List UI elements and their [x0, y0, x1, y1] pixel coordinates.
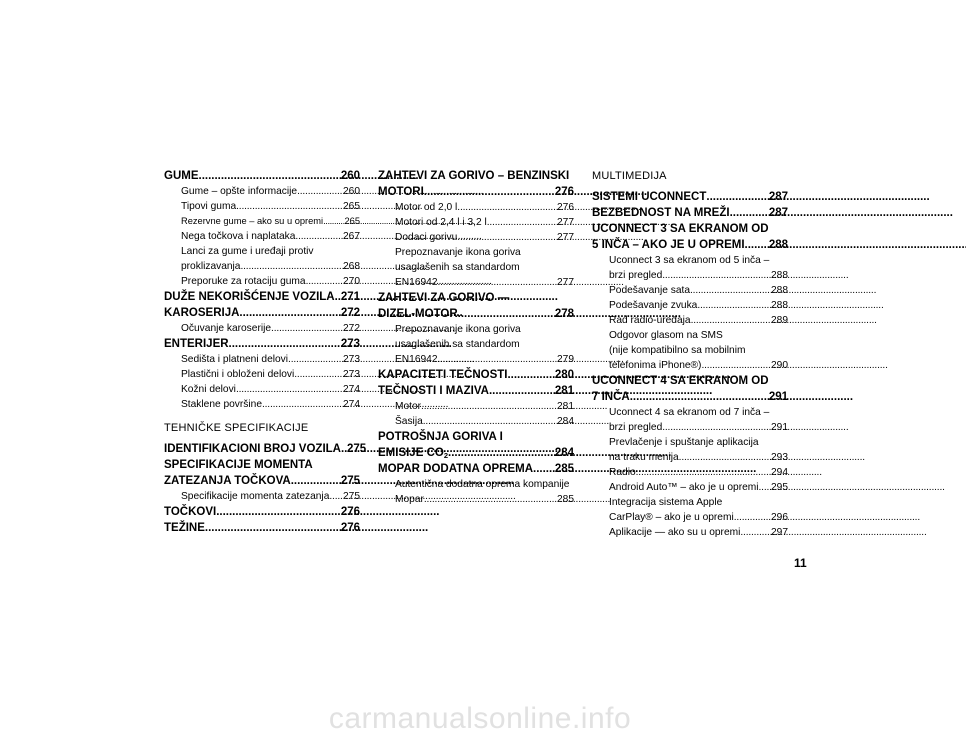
toc-subentry[interactable]: Motor . . . 281: [378, 399, 574, 414]
toc-subentry[interactable]: Podešavanje sata . . . 288: [592, 283, 788, 298]
toc-subentry[interactable]: Dodaci gorivu . . . 277: [378, 230, 574, 245]
toc-subentry[interactable]: Nega točkova i naplataka . . . 267: [164, 229, 360, 244]
toc-subentry[interactable]: Motor od 2,0 l . . . 276: [378, 200, 574, 215]
toc-subentry[interactable]: EN16942 . . . 279: [378, 352, 574, 367]
toc-entry-line: ZAHTEVI ZA GORIVO —: [378, 292, 510, 304]
toc-entry[interactable]: DIZEL-MOTOR . . . 278: [378, 306, 574, 322]
toc-column-3: [592, 168, 788, 540]
toc-subentry[interactable]: Rad radio-uređaja . . . 289: [592, 313, 788, 328]
toc-subentry[interactable]: Očuvanje karoserije . . . 272: [164, 321, 360, 336]
toc-entry[interactable]: ENTERIJER . . . 273: [164, 336, 360, 352]
toc-subentry[interactable]: Rezervne gume – ako su u opremi . . . 265: [164, 214, 360, 229]
toc-column-1: [164, 168, 367, 536]
toc-entry-line: ZAHTEVI ZA GORIVO – BENZINSKI: [378, 170, 570, 182]
toc-subentry[interactable]: Podešavanje zvuka . . . 288: [592, 298, 788, 313]
toc-subentry-line: usaglašenih sa standardom: [395, 262, 520, 273]
toc-subentry[interactable]: na traku menija . . . 293: [592, 450, 788, 465]
toc-subentry[interactable]: Radio . . . 294: [592, 465, 788, 480]
watermark: carmanualsonline.info: [328, 702, 632, 735]
toc-entry-line: UCONNECT 4 SA EKRANOM OD: [592, 375, 769, 387]
toc-entry[interactable]: SISTEMI UCONNECT . . . 287: [592, 189, 788, 205]
toc-entry-line: UCONNECT 3 SA EKRANOM OD: [592, 223, 769, 235]
co2-subscript: 2: [443, 451, 448, 460]
toc-subentry-line: Integracija sistema Apple: [609, 497, 723, 508]
toc-subentry[interactable]: brzi pregled . . . 288: [592, 268, 788, 283]
toc-entry-line: SPECIFIKACIJE MOMENTA: [164, 459, 313, 471]
toc-entry[interactable]: KAROSERIJA . . . 272: [164, 305, 360, 321]
toc-entry[interactable]: GUME . . . 260: [164, 168, 360, 184]
toc-subentry-line: Uconnect 3 sa ekranom od 5 inča –: [609, 255, 770, 266]
toc-entry[interactable]: KAPACITETI TEČNOSTI . . . 280: [378, 367, 574, 383]
toc-subentry[interactable]: Gume – opšte informacije . . . 260: [164, 184, 360, 199]
toc-entry[interactable]: IDENTIFIKACIONI BROJ VOZILA . . . 275: [164, 441, 360, 457]
toc-subentry-line: Uconnect 4 sa ekranom od 7 inča –: [609, 407, 770, 418]
toc-entry[interactable]: MOTORI . . . 276: [378, 184, 574, 200]
toc-subentry[interactable]: telefonima iPhone®) . . . 290: [592, 358, 788, 373]
toc-subentry[interactable]: Specifikacije momenta zatezanja . . . 275: [164, 489, 360, 504]
toc-subentry[interactable]: Motori od 2,4 l i 3,2 l . . . 277: [378, 215, 574, 230]
toc-entry[interactable]: MOPAR DODATNA OPREMA . . . 285: [378, 461, 574, 477]
toc-subentry[interactable]: Tipovi guma . . . 265: [164, 199, 360, 214]
toc-entry-line: POTROŠNJA GORIVA I: [378, 431, 503, 443]
toc-subentry-line: Autentična dodatna oprema kompanije: [395, 479, 570, 490]
toc-subentry[interactable]: Android Auto™ – ako je u opremi . . . 295: [592, 480, 788, 495]
toc-subentry-line: usaglašenih sa standardom: [395, 339, 520, 350]
toc-subentry[interactable]: Šasija . . . 284: [378, 414, 574, 429]
toc-entry[interactable]: EMISIJE $CO_2$ . . . 284: [378, 445, 574, 461]
toc-subentry[interactable]: proklizavanja . . . 268: [164, 259, 360, 274]
page-number: 11: [794, 556, 807, 570]
toc-subentry[interactable]: CarPlay® – ako je u opremi . . . 296: [592, 510, 788, 525]
toc-subentry-line: Prepoznavanje ikona goriva: [395, 324, 521, 335]
toc-subentry[interactable]: brzi pregled . . . 291: [592, 420, 788, 435]
toc-subentry[interactable]: EN16942 . . . 277: [378, 275, 574, 290]
toc-entry[interactable]: 7 INČA . . . 291: [592, 389, 788, 405]
toc-subentry[interactable]: Staklene površine . . . 274: [164, 397, 360, 412]
section-heading: MULTIMEDIJA: [592, 170, 667, 182]
toc-subentry-line: Prevlačenje i spuštanje aplikacija: [609, 437, 759, 448]
toc-entry[interactable]: DUŽE NEKORIŠĆENJE VOZILA . . . 271: [164, 289, 360, 305]
toc-subentry[interactable]: Plastični i obloženi delovi . . . 273: [164, 367, 360, 382]
toc-entry[interactable]: TOČKOVI . . . 276: [164, 504, 360, 520]
toc-subentry[interactable]: Preporuke za rotaciju guma . . . 270: [164, 274, 360, 289]
section-heading: TEHNIČKE SPECIFIKACIJE: [164, 422, 309, 434]
toc-subentry-line: Odgovor glasom na SMS: [609, 330, 723, 341]
toc-entry[interactable]: 5 INČA – AKO JE U OPREMI . . . 288: [592, 237, 788, 253]
toc-subentry[interactable]: Aplikacije — ako su u opremi . . . 297: [592, 525, 788, 540]
toc-subentry[interactable]: Mopar . . . 285: [378, 492, 574, 507]
toc-entry[interactable]: BEZBEDNOST NA MREŽI . . . 287: [592, 205, 788, 221]
toc-entry[interactable]: ZATEZANJA TOČKOVA . . . 275: [164, 473, 360, 489]
toc-subentry-line: Prepoznavanje ikona goriva: [395, 247, 521, 258]
toc-subentry-line: Lanci za gume i uređaji protiv: [181, 246, 314, 257]
toc-subentry[interactable]: Sedišta i platneni delovi . . . 273: [164, 352, 360, 367]
toc-subentry[interactable]: Kožni delovi . . . 274: [164, 382, 360, 397]
toc-entry[interactable]: TEŽINE . . . 276: [164, 520, 360, 536]
co2-label: EMISIJE CO: [378, 447, 444, 459]
toc-subentry-line: (nije kompatibilno sa mobilnim: [609, 345, 746, 356]
toc-entry[interactable]: TEČNOSTI I MAZIVA . . . 281: [378, 383, 574, 399]
toc-column-2: [378, 168, 574, 507]
